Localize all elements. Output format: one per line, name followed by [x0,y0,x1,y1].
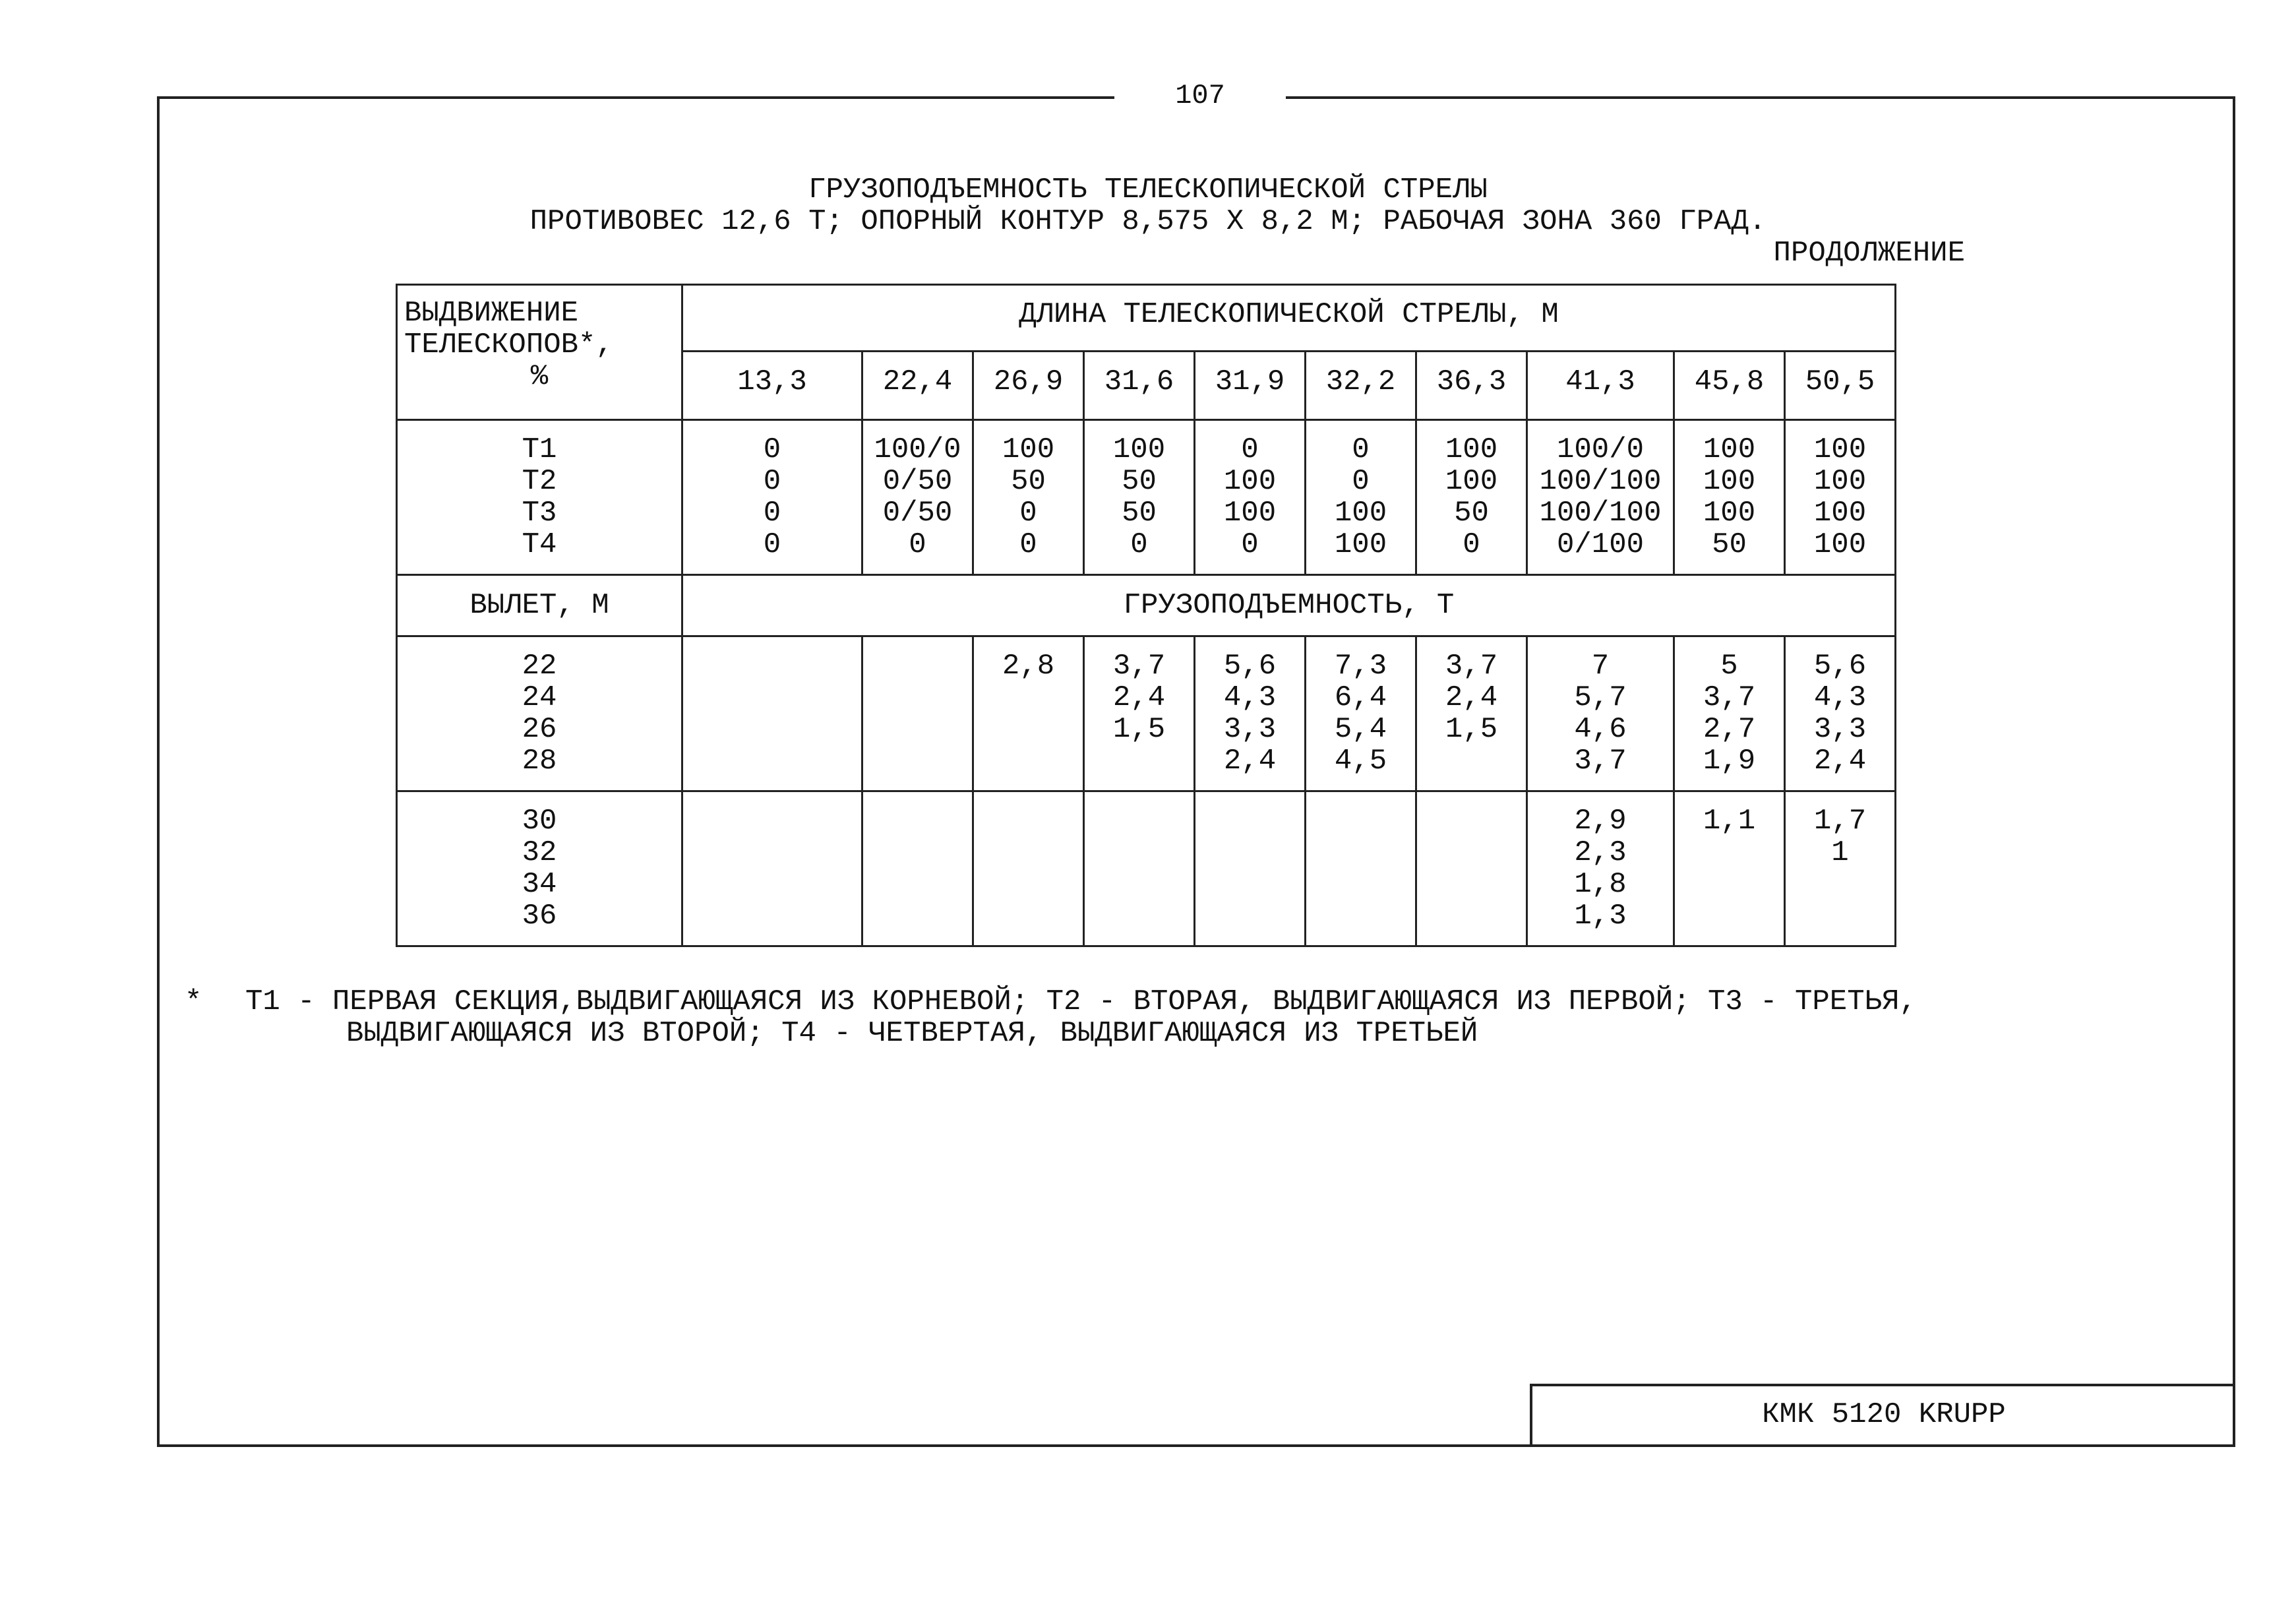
extension-value: 100 [1223,497,1277,530]
capacity-value: 3,7 [1703,681,1756,714]
capacity-value [981,682,1076,714]
capacity-value [1792,869,1888,900]
capacity-value: 1,5 [1445,713,1498,746]
capacity-value: 4,3 [1223,681,1277,714]
capacity-cell [1416,636,1527,791]
boom-length-cell: 50,5 [1785,352,1896,420]
extension-cell [682,420,862,575]
extension-value: 100 [1445,433,1498,466]
capacity-value [690,869,855,900]
capacity-table [396,284,1896,947]
capacity-value: 5,4 [1334,713,1387,746]
capacity-value: 4,3 [1813,681,1867,714]
capacity-value [1424,900,1519,932]
capacity-value: 3,7 [1574,745,1627,778]
capacity-value [1202,837,1298,869]
extension-cell [1195,420,1306,575]
extension-value: 0/100 [1556,528,1645,561]
extension-value: 0/50 [882,497,953,530]
extension-value: 100 [1112,433,1166,466]
extension-value: 100 [1002,433,1055,466]
capacity-value: 2,9 [1574,805,1627,838]
boom-length-cell: 26,9 [973,352,1084,420]
extension-value: 0 [1463,528,1480,561]
radius-cell-group-1 [397,636,682,791]
capacity-value: 2,8 [1002,650,1055,683]
extension-value: 100 [1703,433,1756,466]
boom-length-cell: 45,8 [1674,352,1785,420]
capacity-value: 5,6 [1223,650,1277,683]
extension-value: 0 [909,528,926,561]
capacity-cell [973,636,1084,791]
extension-cell [862,420,973,575]
extension-value: 0 [1352,465,1370,498]
extension-value: 100 [1813,497,1867,530]
extension-value: 50 [1454,497,1489,530]
capacity-value [870,900,965,932]
capacity-cell [1785,636,1896,791]
capacity-cell [682,791,862,946]
capacity-value: 2,4 [1813,745,1867,778]
capacity-value [1424,837,1519,869]
capacity-value: 5 [1720,650,1738,683]
extension-cell [1306,420,1416,575]
section-label: Т3 [522,497,557,530]
capacity-value [1424,745,1519,777]
capacity-value: 4,5 [1334,745,1387,778]
capacity-value [1681,837,1777,869]
table-title: ГРУЗОПОДЪЕМНОСТЬ ТЕЛЕСКОПИЧЕСКОЙ СТРЕЛЫ [808,173,1488,206]
capacity-value [690,714,855,745]
capacity-value: 4,6 [1574,713,1627,746]
sections-row [397,420,1896,575]
capacity-cell [1084,791,1195,946]
table-subtitle: ПРОТИВОВЕС 12,6 Т; ОПОРНЫЙ КОНТУР 8,575 Х 8,2 М; РАБОЧАЯ ЗОНА 360 ГРАД. [529,205,1767,238]
capacity-value: 7 [1591,650,1610,683]
capacity-value: 1,1 [1703,805,1756,838]
capacity-value: 1,3 [1574,900,1627,933]
boom-length-cell: 31,6 [1084,352,1195,420]
capacity-value [981,900,1076,932]
extension-value: 100 [1445,465,1498,498]
extension-value: 100 [1813,433,1867,466]
capacity-value: 2,7 [1703,713,1756,746]
radius-header: ВЫЛЕТ, М [397,575,682,636]
capacity-value [1313,805,1408,837]
extension-cell [1416,420,1527,575]
capacity-value: 7,3 [1334,650,1387,683]
capacity-value [690,837,855,869]
capacity-value: 1,7 [1813,805,1867,838]
capacity-value: 1,9 [1703,745,1756,778]
capacity-value [981,714,1076,745]
capacity-value: 6,4 [1334,681,1387,714]
capacity-value: 3,3 [1223,713,1277,746]
capacity-value [1091,869,1187,900]
footnote-line: ВЫДВИГАЮЩАЯСЯ ИЗ ВТОРОЙ; Т4 - ЧЕТВЕРТАЯ, ВЫДВИГАЮЩАЯСЯ ИЗ ТРЕТЬЕЙ [346,1017,1478,1050]
capacity-cell [1416,791,1527,946]
capacity-value [1202,869,1298,900]
header-row-1 [397,285,1896,352]
capacity-value: 5,6 [1813,650,1867,683]
capacity-cell [1084,636,1195,791]
capacity-value: 3,3 [1813,713,1867,746]
extension-cell [973,420,1084,575]
extension-value: 100 [1813,528,1867,561]
length-header: ДЛИНА ТЕЛЕСКОПИЧЕСКОЙ СТРЕЛЫ, М [682,285,1896,352]
extension-cell [1527,420,1674,575]
radius-value: 30 [522,805,557,838]
extension-value: 50 [1122,465,1157,498]
capacity-value [1424,805,1519,837]
capacity-value [1202,900,1298,932]
capacity-value [1091,837,1187,869]
capacity-value [870,869,965,900]
extension-cell [1785,420,1896,575]
capacity-value [690,805,855,837]
capacity-value: 1,8 [1574,868,1627,901]
capacity-value: 5,7 [1574,681,1627,714]
capacity-value [870,650,965,682]
extension-value: 100/0 [874,433,961,466]
capacity-value [1681,900,1777,932]
capacity-header: ГРУЗОПОДЪЕМНОСТЬ, Т [682,575,1896,636]
continuation-label: ПРОДОЛЖЕНИЕ [1773,237,1965,270]
capacity-cell [1527,636,1674,791]
extension-value: 100 [1703,497,1756,530]
capacity-value [1313,837,1408,869]
capacity-cell [1306,636,1416,791]
extension-value: 0 [763,528,781,561]
capacity-cell [1195,791,1306,946]
capacity-value [1091,900,1187,932]
capacity-value [870,837,965,869]
extension-value: 0 [1241,433,1259,466]
capacity-value [1091,805,1187,837]
extension-value: 0 [1130,528,1148,561]
capacity-cell [862,791,973,946]
extension-value: 0 [1241,528,1259,561]
capacity-cell [1674,636,1785,791]
capacity-row-group-1 [397,636,1896,791]
extension-value: 100 [1334,528,1387,561]
radius-value: 32 [522,836,557,869]
extension-value: 0 [1352,433,1370,466]
capacity-value: 1,5 [1112,713,1166,746]
capacity-cell [682,636,862,791]
capacity-cell [1527,791,1674,946]
capacity-value [690,650,855,682]
title-block [1530,1384,2235,1447]
capacity-cell [1195,636,1306,791]
capacity-value [1091,745,1187,777]
capacity-value [870,745,965,777]
radius-value: 34 [522,868,557,901]
section-label: Т2 [522,465,557,498]
radius-cell-group-2 [397,791,682,946]
boom-length-cell: 36,3 [1416,352,1527,420]
capacity-value: 2,3 [1574,836,1627,869]
header-row-2 [397,575,1896,636]
capacity-value [1792,900,1888,932]
capacity-value [981,837,1076,869]
boom-length-cell: 32,2 [1306,352,1416,420]
extension-value: 100 [1334,497,1387,530]
page-number: 107 [1114,79,1286,112]
extension-value: 100 [1813,465,1867,498]
extension-value: 0 [1019,528,1037,561]
capacity-value: 2,4 [1223,745,1277,778]
document-code: КМК 5120 KRUPP [1762,1398,2006,1431]
extension-value: 0 [763,497,781,530]
extension-value: 100 [1703,465,1756,498]
capacity-value [690,682,855,714]
capacity-cell [1785,791,1896,946]
capacity-row-group-2 [397,791,1896,946]
capacity-value [690,900,855,932]
section-label: Т4 [522,528,557,561]
extension-value: 100/0 [1556,433,1645,466]
radius-value: 24 [522,681,557,714]
capacity-value [870,805,965,837]
capacity-value [981,745,1076,777]
extension-header-line: % [530,360,549,393]
extension-value: 0 [763,433,781,466]
extension-value: 50 [1122,497,1157,530]
capacity-value [981,805,1076,837]
extension-value: 100/100 [1539,465,1662,498]
capacity-value [870,714,965,745]
boom-length-cell: 41,3 [1527,352,1674,420]
extension-header-line: ТЕЛЕСКОПОВ*, [404,328,613,361]
footnote-line: Т1 - ПЕРВАЯ СЕКЦИЯ,ВЫДВИГАЮЩАЯСЯ ИЗ КОРНЕВОЙ; Т2 - ВТОРАЯ, ВЫДВИГАЮЩАЯСЯ ИЗ ПЕРВОЙ; Т3 - ТРЕТЬЯ, [245,985,1917,1018]
extension-cell [1084,420,1195,575]
radius-value: 26 [522,713,557,746]
capacity-value [1313,900,1408,932]
boom-length-cell: 22,4 [862,352,973,420]
section-label: Т1 [522,433,557,466]
radius-value: 22 [522,650,557,683]
extension-cell [1674,420,1785,575]
capacity-value [1202,805,1298,837]
boom-length-cell: 31,9 [1195,352,1306,420]
capacity-value: 3,7 [1112,650,1166,683]
extension-value: 50 [1011,465,1046,498]
sections-label-cell [397,420,682,575]
extension-value: 50 [1712,528,1747,561]
radius-value: 36 [522,900,557,933]
capacity-value [870,682,965,714]
capacity-cell [862,636,973,791]
extension-header-cell [397,285,682,420]
capacity-value [1313,869,1408,900]
extension-value: 0/50 [882,465,953,498]
capacity-value: 3,7 [1445,650,1498,683]
extension-value: 100/100 [1539,497,1662,530]
capacity-cell [1674,791,1785,946]
capacity-cell [973,791,1084,946]
extension-header-line: ВЫДВИЖЕНИЕ [404,297,579,330]
capacity-value [690,745,855,777]
footnote-marker: * [185,985,202,1018]
capacity-value: 2,4 [1445,681,1498,714]
extension-value: 0 [763,465,781,498]
extension-value: 100 [1223,465,1277,498]
capacity-cell [1306,791,1416,946]
extension-value: 0 [1019,497,1037,530]
capacity-value [1681,869,1777,900]
boom-length-cell: 13,3 [682,352,862,420]
capacity-value: 1 [1831,836,1849,869]
capacity-value [1424,869,1519,900]
radius-value: 28 [522,745,557,778]
capacity-value [981,869,1076,900]
capacity-value: 2,4 [1112,681,1166,714]
